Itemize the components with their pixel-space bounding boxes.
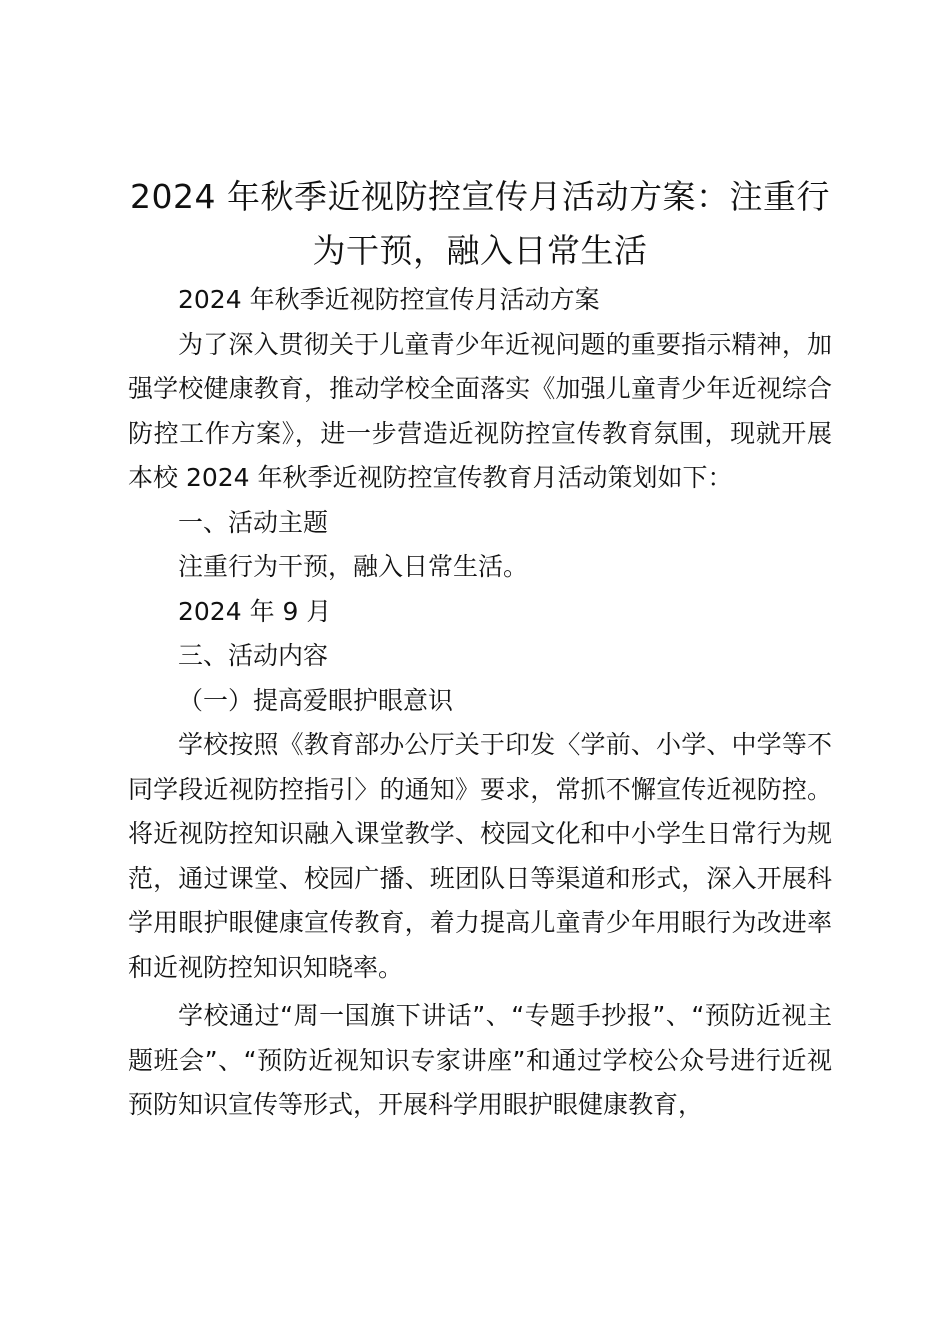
document-subtitle: 2024 年秋季近视防控宣传月活动方案 — [178, 285, 600, 314]
section-heading-theme: 一、活动主题 — [178, 507, 329, 537]
theme-text: 注重行为干预，融入日常生活。 — [178, 552, 529, 581]
document-title: 2024 年秋季近视防控宣传月活动方案：注重行为干预，融入日常生活 — [130, 177, 830, 270]
section-heading-content: 三、活动内容 — [178, 641, 329, 670]
subsection-heading: （一）提高爱眼护眼意识 — [178, 685, 454, 715]
date-line: 2024 年 9 月 — [178, 596, 332, 626]
body-paragraph-1: 学校按照《教育部办公厅关于印发〈学前、小学、中学等不同学段近视防控指引〉的通知》要求，常抓不懈宣传近视防控。将近视防控知识融入课堂教学、校园文化和中小学生日常行为规范，通过课堂、校园广播、班团队日等渠道和形式，深入开展科学用眼护眼健康宣传教育，着力提高儿童青少年用眼行为改进率和近视防控知识知晓率。 — [128, 730, 832, 982]
document-page — [128, 170, 832, 1128]
body-paragraph-2: 学校通过“周一国旗下讲话”、“专题手抄报”、“预防近视主题班会”、“预防近视知识专家讲座”和通过学校公众号进行近视预防知识宣传等形式，开展科学用眼护眼健康教育， — [128, 1001, 832, 1119]
intro-paragraph: 为了深入贯彻关于儿童青少年近视问题的重要指示精神，加强学校健康教育，推动学校全面落实《加强儿童青少年近视综合防控工作方案》，进一步营造近视防控宣传教育氛围，现就开展本校 2024 年秋季近视防控宣传教育月活动策划如下： — [128, 329, 832, 492]
